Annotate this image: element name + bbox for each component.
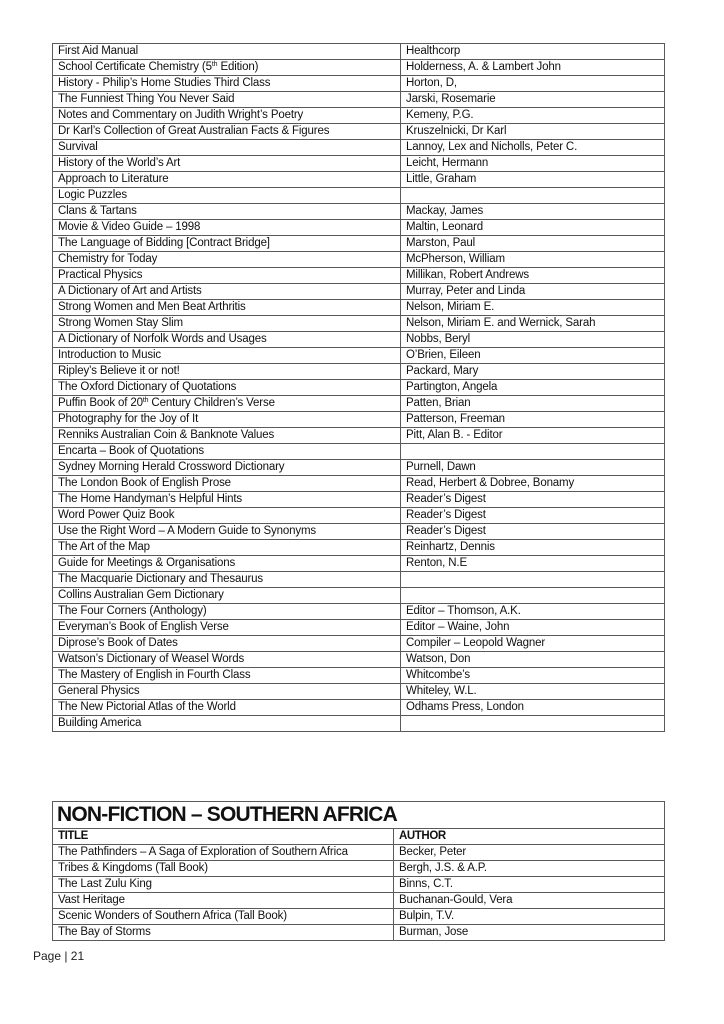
table-row [53,348,665,364]
book-author-cell: O’Brien, Eileen [401,348,665,364]
book-title-cell: Strong Women Stay Slim [53,316,401,332]
table-row [53,476,665,492]
book-title-cell: Collins Australian Gem Dictionary [53,588,401,604]
table-row [53,636,665,652]
book-title-cell: Encarta – Book of Quotations [53,444,401,460]
book-title-cell: The Funniest Thing You Never Said [53,92,401,108]
book-title-cell: A Dictionary of Norfolk Words and Usages [53,332,401,348]
table-row [53,60,665,76]
table-row [53,252,665,268]
table-row [53,92,665,108]
table-row [53,909,665,925]
book-author-cell: Little, Graham [401,172,665,188]
book-title-cell: Introduction to Music [53,348,401,364]
book-title-cell: The Pathfinders – A Saga of Exploration of Southern Africa [53,845,394,861]
book-title-cell: General Physics [53,684,401,700]
book-author-cell: Bulpin, T.V. [394,909,665,925]
table-row [53,44,665,60]
table-row [53,716,665,732]
book-author-cell: Murray, Peter and Linda [401,284,665,300]
book-author-cell: Purnell, Dawn [401,460,665,476]
table-row [53,140,665,156]
book-title-cell: The Language of Bidding [Contract Bridge] [53,236,401,252]
section-heading-row [53,802,665,829]
table-row [53,380,665,396]
book-author-cell: Odhams Press, London [401,700,665,716]
book-title-cell: Notes and Commentary on Judith Wright’s Poetry [53,108,401,124]
table-row [53,428,665,444]
book-title-cell: Movie & Video Guide – 1998 [53,220,401,236]
book-author-cell [401,444,665,460]
table-row [53,204,665,220]
book-author-cell: Horton, D, [401,76,665,92]
southern-africa-table-body [53,845,665,941]
table-row [53,925,665,941]
table-row [53,700,665,716]
book-author-cell: Compiler – Leopold Wagner [401,636,665,652]
book-author-cell: Healthcorp [401,44,665,60]
book-title-cell: Diprose’s Book of Dates [53,636,401,652]
book-author-cell: Mackay, James [401,204,665,220]
table-row [53,444,665,460]
book-title-cell: Ripley’s Believe it or not! [53,364,401,380]
book-title-cell: Strong Women and Men Beat Arthritis [53,300,401,316]
table-row [53,268,665,284]
book-title-cell [53,60,401,76]
table-row [53,604,665,620]
book-author-cell: Maltin, Leonard [401,220,665,236]
book-author-cell: Patterson, Freeman [401,412,665,428]
book-title-cell: The Macquarie Dictionary and Thesaurus [53,572,401,588]
book-title-cell: The London Book of English Prose [53,476,401,492]
books-table-body [53,44,665,732]
table-row [53,861,665,877]
book-title-cell: Tribes & Kingdoms (Tall Book) [53,861,394,877]
book-author-cell: Millikan, Robert Andrews [401,268,665,284]
column-header-title: TITLE [53,829,394,845]
table-row [53,845,665,861]
table-row [53,556,665,572]
book-author-cell: McPherson, William [401,252,665,268]
book-author-cell: Nelson, Miriam E. [401,300,665,316]
book-title-cell: Sydney Morning Herald Crossword Dictionary [53,460,401,476]
table-row [53,588,665,604]
book-title-cell: A Dictionary of Art and Artists [53,284,401,300]
book-title-cell: The Last Zulu King [53,877,394,893]
book-author-cell: Leicht, Hermann [401,156,665,172]
book-title-cell: The Mastery of English in Fourth Class [53,668,401,684]
book-author-cell: Partington, Angela [401,380,665,396]
table-row [53,220,665,236]
table-row [53,460,665,476]
book-author-cell: Pitt, Alan B. - Editor [401,428,665,444]
book-author-cell: Binns, C.T. [394,877,665,893]
book-author-cell [401,716,665,732]
book-title-cell: Scenic Wonders of Southern Africa (Tall Book) [53,909,394,925]
book-author-cell: Bergh, J.S. & A.P. [394,861,665,877]
book-author-cell: Watson, Don [401,652,665,668]
table-row [53,524,665,540]
book-title-cell: Vast Heritage [53,893,394,909]
book-title-cell: Survival [53,140,401,156]
table-row [53,364,665,380]
book-title-cell: Approach to Literature [53,172,401,188]
book-author-cell: Buchanan-Gould, Vera [394,893,665,909]
book-title-cell: Renniks Australian Coin & Banknote Values [53,428,401,444]
table-row [53,508,665,524]
table-row [53,284,665,300]
book-author-cell: Reader’s Digest [401,492,665,508]
book-author-cell: Marston, Paul [401,236,665,252]
table-row [53,172,665,188]
book-author-cell: Holderness, A. & Lambert John [401,60,665,76]
book-title-text: School Certificate Chemistry (5 [58,61,212,73]
book-title-text: Puffin Book of 20 [58,397,143,409]
book-title-cell: First Aid Manual [53,44,401,60]
book-author-cell: Whiteley, W.L. [401,684,665,700]
table-row [53,156,665,172]
book-title-cell: Use the Right Word – A Modern Guide to Synonyms [53,524,401,540]
book-author-cell: Lannoy, Lex and Nicholls, Peter C. [401,140,665,156]
table-row [53,108,665,124]
book-author-cell: Editor – Thomson, A.K. [401,604,665,620]
book-title-cell: The Four Corners (Anthology) [53,604,401,620]
book-title-cell: Building America [53,716,401,732]
book-title-cell: Guide for Meetings & Organisations [53,556,401,572]
column-header-author: AUTHOR [394,829,665,845]
section-heading: NON-FICTION – SOUTHERN AFRICA [53,802,665,829]
book-title-cell: History - Philip’s Home Studies Third Class [53,76,401,92]
book-title-cell: The Home Handyman’s Helpful Hints [53,492,401,508]
book-author-cell: Read, Herbert & Dobree, Bonamy [401,476,665,492]
book-author-cell: Reader’s Digest [401,524,665,540]
book-title-cell: Dr Karl’s Collection of Great Australian Facts & Figures [53,124,401,140]
table-row [53,188,665,204]
book-author-cell: Becker, Peter [394,845,665,861]
book-author-cell: Nelson, Miriam E. and Wernick, Sarah [401,316,665,332]
table-row [53,332,665,348]
book-title-cell: The Oxford Dictionary of Quotations [53,380,401,396]
book-title-cell: Practical Physics [53,268,401,284]
ordinal-superscript: th [211,61,218,68]
book-author-cell: Kemeny, P.G. [401,108,665,124]
table-row [53,492,665,508]
table-row [53,668,665,684]
book-author-cell: Reinhartz, Dennis [401,540,665,556]
book-author-cell: Nobbs, Beryl [401,332,665,348]
table-row [53,572,665,588]
book-title-text-rest: Century Children’s Verse [148,397,275,409]
book-title-cell: Chemistry for Today [53,252,401,268]
table-row [53,76,665,92]
book-title-cell: The New Pictorial Atlas of the World [53,700,401,716]
book-title-cell [53,396,401,412]
book-author-cell: Renton, N.E [401,556,665,572]
book-author-cell [401,188,665,204]
page-number: Page | 21 [33,949,85,963]
table-row [53,652,665,668]
table-row [53,316,665,332]
table-row [53,412,665,428]
book-title-cell: The Art of the Map [53,540,401,556]
table-row [53,396,665,412]
book-title-cell: Word Power Quiz Book [53,508,401,524]
book-author-cell [401,588,665,604]
table-row [53,620,665,636]
book-title-cell: Watson’s Dictionary of Weasel Words [53,652,401,668]
book-title-cell: History of the World’s Art [53,156,401,172]
table-row [53,124,665,140]
books-table [52,43,665,732]
book-author-cell: Packard, Mary [401,364,665,380]
book-title-text-rest: Edition) [217,61,259,73]
book-author-cell [401,572,665,588]
book-author-cell: Reader’s Digest [401,508,665,524]
book-author-cell: Whitcombe’s [401,668,665,684]
book-title-cell: Everyman’s Book of English Verse [53,620,401,636]
book-title-cell: The Bay of Storms [53,925,394,941]
column-header-row [53,829,665,845]
book-title-cell: Clans & Tartans [53,204,401,220]
table-row [53,236,665,252]
book-author-cell: Editor – Waine, John [401,620,665,636]
table-row [53,300,665,316]
southern-africa-table [52,801,665,941]
book-title-cell: Photography for the Joy of It [53,412,401,428]
ordinal-superscript: th [142,397,149,404]
book-author-cell: Jarski, Rosemarie [401,92,665,108]
book-author-cell: Burman, Jose [394,925,665,941]
table-row [53,684,665,700]
table-row [53,540,665,556]
book-author-cell: Kruszelnicki, Dr Karl [401,124,665,140]
book-author-cell: Patten, Brian [401,396,665,412]
table-row [53,877,665,893]
table-row [53,893,665,909]
book-title-cell: Logic Puzzles [53,188,401,204]
